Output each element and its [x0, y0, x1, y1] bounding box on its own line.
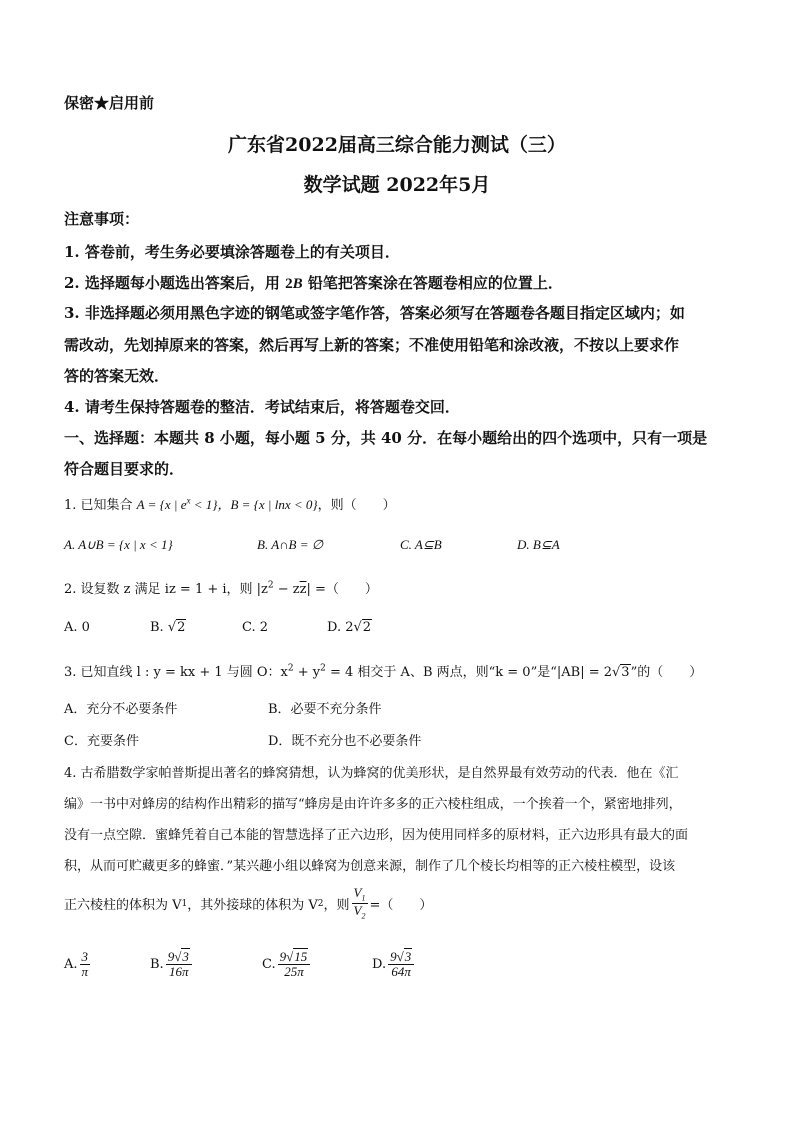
note-2-b: B	[292, 276, 303, 292]
note-2-post: 铅笔把答案涂在答题卷相应的位置上．	[302, 274, 563, 292]
q2-option-d-radicand: 2	[362, 620, 372, 635]
q2-mid: − z	[273, 582, 300, 597]
q2-stem	[64, 578, 378, 597]
q4-option-c-num-coef: 9	[279, 949, 287, 964]
notes-heading: 注意事项：	[64, 210, 140, 228]
q4-l5-post: =（ ）	[369, 898, 433, 914]
q4-option-a	[64, 950, 92, 980]
q2-option-a: A. 0	[64, 620, 90, 635]
q4-option-c-den: 25π	[284, 964, 304, 980]
note-2-pre: 2. 选择题每小题选出答案后，用	[64, 274, 286, 292]
q4-option-d	[372, 950, 416, 980]
sqrt-icon: √	[174, 949, 182, 964]
q4-l5-then: ，则	[323, 898, 350, 914]
q4-option-c-label: C.	[262, 957, 276, 973]
q4-option-b-label: B.	[150, 957, 164, 973]
q4-line3: 没有一点空隙．蜜蜂凭着自己本能的智慧选择了正六边形，因为使用同样多的原材料，正六边形具有最大的面	[64, 828, 689, 843]
note-2	[64, 272, 563, 293]
q1-option-d: D. B⊆A	[517, 537, 560, 552]
q2-option-d	[327, 620, 372, 635]
q2-option-b	[150, 620, 186, 635]
q2-stem-pre: 2. 设复数 z 满足 iz = 1 + i，则 |z	[64, 582, 268, 597]
q2-stem-post: | =（ ）	[306, 582, 378, 597]
q4-option-a-den: π	[81, 964, 89, 980]
q3-sup2: 2	[320, 663, 326, 674]
q1-set-a-rest: < 1}	[190, 497, 218, 512]
note-3-line1: 3. 非选择题必须用黑色字迹的钢笔或签字笔作答，答案必须写在答题卷各题目指定区域内；如	[64, 304, 685, 322]
sqrt-icon: √	[286, 949, 294, 964]
q2-option-b-label: B.	[150, 620, 168, 635]
q1-option-c: C. A⊆B	[400, 537, 442, 552]
q4-option-d-num-coef: 9	[390, 949, 397, 964]
q2-option-b-radicand: 2	[177, 620, 186, 635]
q4-option-a-num: 3	[81, 949, 89, 964]
q4-option-c	[262, 950, 312, 980]
q4-frac-num: V	[353, 885, 362, 900]
section-1-line2: 符合题目要求的．	[64, 460, 185, 478]
q3-stem	[64, 661, 702, 680]
q3-option-c: C．充要条件	[64, 734, 139, 749]
q4-frac-den-sub: 2	[361, 911, 366, 921]
q4-l5-pre: 正六棱柱的体积为 V	[64, 898, 182, 914]
q3-mid2: = 4 相交于 A、B 两点，则“k = 0”是“|AB| = 2	[325, 665, 612, 680]
q4-l5-sub2: 2	[317, 898, 324, 909]
q3-stem-pre: 3. 已知直线 l : y = kx + 1 与圆 O：x	[64, 665, 288, 680]
q2-sup: 2	[267, 580, 274, 591]
q4-frac-den: V	[353, 903, 362, 919]
sqrt-icon: √	[612, 665, 621, 680]
q4-option-b-den: 16π	[169, 964, 189, 980]
q4-line4: 积，从而可贮藏更多的蜂蜜．”某兴趣小组以蜂窝为创意来源，制作了几个棱长均相等的正六棱柱模型，设该	[64, 859, 676, 874]
q4-frac-num-sub: 1	[361, 893, 366, 903]
q4-option-d-den: 64π	[391, 964, 411, 980]
q3-option-d: D．既不充分也不必要条件	[268, 734, 422, 749]
section-1-line1: 一、选择题：本题共 8 小题，每小题 5 分，共 40 分．在每小题给出的四个选项中，只有一项是	[64, 429, 708, 447]
q1-option-a: A. A∪B = {x | x < 1}	[64, 537, 173, 552]
note-3-line2: 需改动，先划掉原来的答案，然后再写上新的答案；不准使用铅笔和涂改液，不按以上要求作	[64, 336, 680, 354]
q3-option-a: A．充分不必要条件	[64, 702, 178, 717]
q4-l5-mid: ，其外接球的体积为 V	[187, 898, 318, 914]
note-2-num: 2	[285, 276, 293, 292]
q2-option-c: C. 2	[242, 620, 269, 635]
q4-option-b-num-rad: 3	[182, 949, 189, 964]
q4-line1: 4. 古希腊数学家帕普斯提出著名的蜂窝猜想，认为蜂窝的优美形状，是自然界最有效劳动的代表．他在《汇	[64, 766, 679, 781]
exam-subtitle: 数学试题 2022年5月	[303, 174, 491, 196]
exam-title: 广东省2022届高三综合能力测试（三）	[228, 134, 566, 156]
q4-option-a-label: A.	[64, 957, 78, 973]
q1-stem-post: ，则（ ）	[317, 498, 396, 513]
q1-stem	[64, 494, 396, 513]
q4-option-b-num-coef: 9	[167, 949, 175, 964]
q4-option-b	[150, 950, 194, 980]
q4-line2: 编》一书中对蜂房的结构作出精彩的描写“蜂房是由许许多多的正六棱柱组成，一个挨着一个，紧密地排列，	[64, 797, 682, 812]
confidential-mark: 保密★启用前	[64, 94, 155, 112]
q4-volume-ratio	[352, 886, 368, 922]
q3-mid1: + y	[293, 665, 321, 680]
note-1: 1. 答卷前，考生务必要填涂答题卷上的有关项目．	[64, 243, 400, 261]
q1-set-a-sup: x	[186, 495, 191, 506]
q4-option-d-label: D.	[372, 957, 387, 973]
q3-radicand: 3	[621, 665, 630, 680]
q2-zbar: $\overline{z}$	[299, 582, 307, 597]
q1-stem-pre: 1. 已知集合	[64, 498, 137, 513]
note-3-line3: 答的答案无效．	[64, 367, 170, 385]
q2-option-d-label: D. 2	[327, 620, 354, 635]
q4-option-c-num-rad: 15	[294, 949, 308, 964]
q4-l5-sub1: 1	[181, 898, 188, 909]
sqrt-icon: √	[396, 949, 404, 964]
q1-option-b: B. A∩B = ∅	[257, 537, 324, 552]
sqrt-icon: √	[167, 620, 177, 635]
q1-set-a: A = {x | e	[136, 497, 187, 512]
sqrt-icon: √	[353, 620, 362, 635]
q4-option-d-num-rad: 3	[404, 949, 412, 964]
note-4: 4. 请考生保持答题卷的整洁．考试结束后，将答题卷交回．	[64, 398, 460, 416]
q4-line5	[64, 886, 432, 922]
q3-sup1: 2	[287, 663, 294, 674]
q1-set-b: ，B = {x | lnx < 0}	[217, 497, 318, 512]
q3-stem-post: ”的（ ）	[630, 665, 703, 680]
q3-option-b: B．必要不充分条件	[268, 702, 382, 717]
